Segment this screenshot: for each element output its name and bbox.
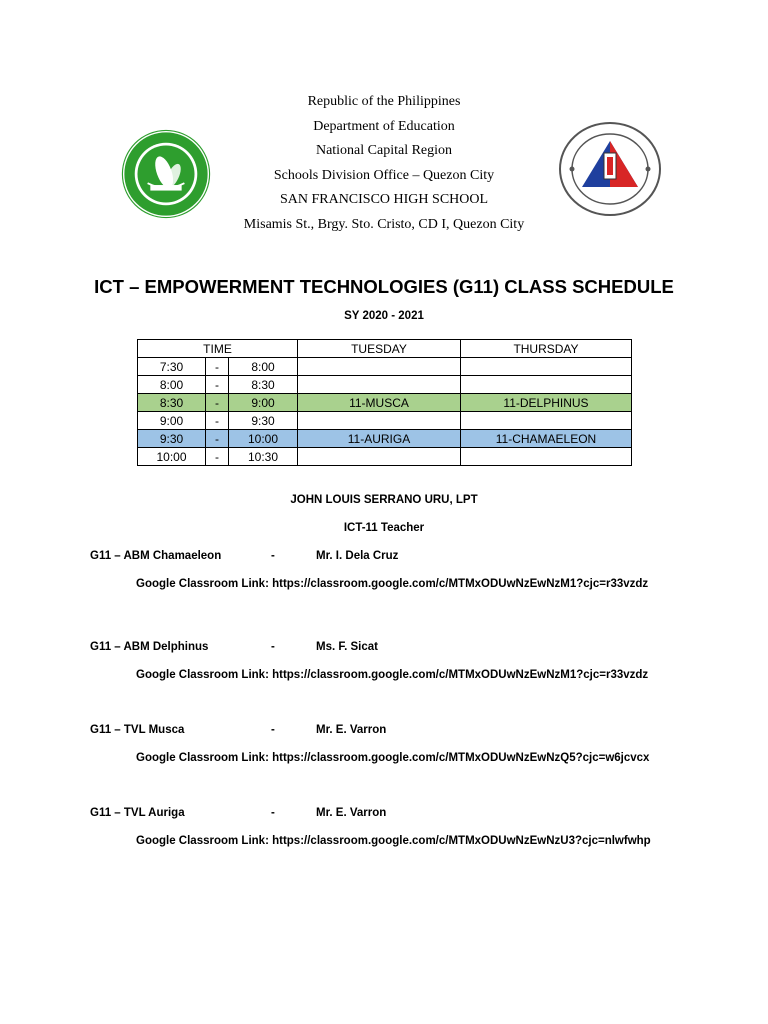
time-start: 7:30: [138, 358, 206, 376]
time-end: 9:00: [229, 394, 298, 412]
section-adviser: Mr. E. Varron: [316, 807, 387, 819]
schedule-table: [137, 339, 632, 466]
division-office-seal-icon: [558, 121, 662, 217]
section-name: G11 – TVL Auriga: [90, 807, 185, 819]
section-block: [0, 807, 768, 857]
time-end: 8:30: [229, 376, 298, 394]
page-title: ICT – EMPOWERMENT TECHNOLOGIES (G11) CLASS SCHEDULE: [94, 276, 674, 297]
thursday-cell: [461, 412, 632, 430]
time-start: 8:30: [138, 394, 206, 412]
time-end: 10:00: [229, 430, 298, 448]
time-end: 10:30: [229, 448, 298, 466]
table-row: [138, 412, 632, 430]
tuesday-cell: 11-MUSCA: [298, 394, 461, 412]
tuesday-cell: [298, 358, 461, 376]
thursday-cell: 11-DELPHINUS: [461, 394, 632, 412]
header-line-region: National Capital Region: [315, 143, 453, 158]
time-separator: -: [206, 358, 229, 376]
section-dash: -: [271, 807, 275, 819]
section-name: G11 – ABM Delphinus: [90, 641, 209, 653]
section-block: [0, 641, 768, 691]
time-separator: -: [206, 412, 229, 430]
classroom-link[interactable]: Google Classroom Link: https://classroom.google.com/c/MTMxODUwNzEwNzU3?cjc=nlwfwhp: [136, 835, 651, 847]
table-row: [138, 430, 632, 448]
section-dash: -: [271, 641, 275, 653]
header-line-school: SAN FRANCISCO HIGH SCHOOL: [279, 192, 489, 207]
table-header-row: [138, 340, 632, 358]
section-name: G11 – ABM Chamaeleon: [90, 550, 222, 562]
time-start: 8:00: [138, 376, 206, 394]
time-separator: -: [206, 394, 229, 412]
section-adviser: Ms. F. Sicat: [316, 641, 378, 653]
table-row: [138, 448, 632, 466]
thursday-cell: [461, 448, 632, 466]
table-row: [138, 394, 632, 412]
teacher-role: ICT-11 Teacher: [343, 522, 425, 534]
classroom-link[interactable]: Google Classroom Link: https://classroom.google.com/c/MTMxODUwNzEwNzM1?cjc=r33vzdz: [136, 578, 649, 590]
classroom-link[interactable]: Google Classroom Link: https://classroom.google.com/c/MTMxODUwNzEwNzM1?cjc=r33vzdz: [136, 669, 649, 681]
tuesday-cell: [298, 448, 461, 466]
time-start: 9:00: [138, 412, 206, 430]
header-line-address: Misamis St., Brgy. Sto. Cristo, CD I, Quezon City: [243, 216, 525, 232]
tuesday-cell: [298, 412, 461, 430]
thursday-cell: [461, 376, 632, 394]
section-adviser: Mr. E. Varron: [316, 724, 387, 736]
header-line-republic: Republic of the Philippines: [307, 94, 461, 109]
time-start: 10:00: [138, 448, 206, 466]
time-end: 8:00: [229, 358, 298, 376]
section-block: [0, 724, 768, 774]
header-time: TIME: [138, 340, 298, 358]
time-end: 9:30: [229, 412, 298, 430]
table-row: [138, 358, 632, 376]
section-name: G11 – TVL Musca: [90, 724, 185, 736]
header-tuesday: TUESDAY: [298, 340, 461, 358]
time-separator: -: [206, 376, 229, 394]
time-separator: -: [206, 430, 229, 448]
section-dash: -: [271, 724, 275, 736]
thursday-cell: 11-CHAMAELEON: [461, 430, 632, 448]
section-dash: -: [271, 550, 275, 562]
tuesday-cell: [298, 376, 461, 394]
time-start: 9:30: [138, 430, 206, 448]
classroom-link[interactable]: Google Classroom Link: https://classroom.google.com/c/MTMxODUwNzEwNzQ5?cjc=w6jcvcx: [136, 752, 650, 764]
table-row: [138, 376, 632, 394]
header-line-division: Schools Division Office – Quezon City: [273, 167, 495, 183]
teacher-name: JOHN LOUIS SERRANO URU, LPT: [290, 494, 478, 506]
section-block: [0, 550, 768, 600]
time-separator: -: [206, 448, 229, 466]
header-line-deped: Department of Education: [313, 118, 455, 134]
header-thursday: THURSDAY: [461, 340, 632, 358]
section-adviser: Mr. I. Dela Cruz: [316, 550, 399, 562]
thursday-cell: [461, 358, 632, 376]
tuesday-cell: 11-AURIGA: [298, 430, 461, 448]
school-year: SY 2020 - 2021: [344, 310, 424, 322]
school-seal-icon: [120, 128, 212, 220]
